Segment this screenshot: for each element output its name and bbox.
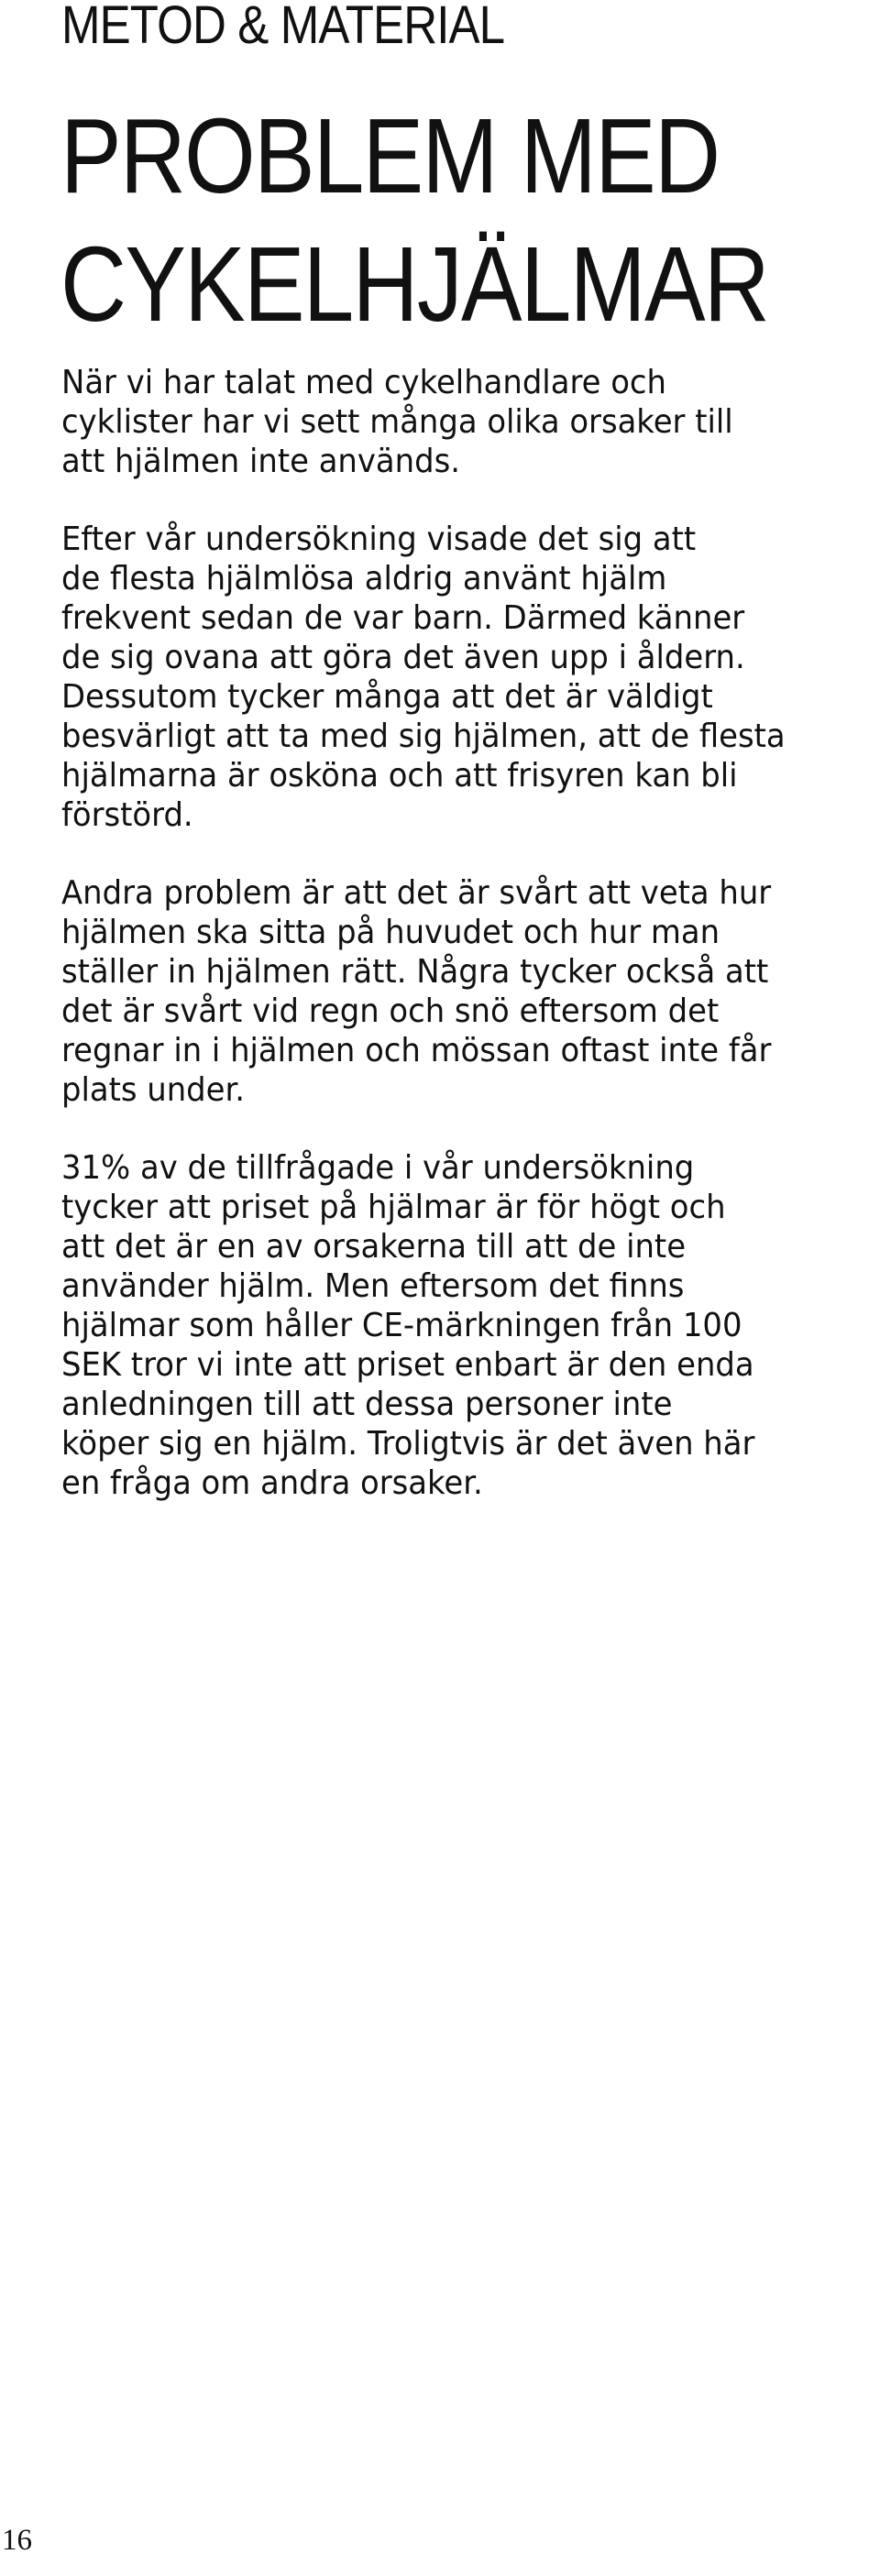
- page-title-line: CYKELHJÄLMAR: [60, 225, 769, 344]
- page-number: 16: [2, 2524, 32, 2557]
- text-line: hjälmar som håller CE-märkningen från 100: [61, 1307, 742, 1344]
- text-line: de sig ovana att göra det även upp i åldern.: [61, 639, 745, 676]
- text-line: SEK tror vi inte att priset enbart är den enda: [61, 1346, 754, 1384]
- text-line: ställer in hjälmen rätt. Några tycker också att: [61, 953, 769, 991]
- text-line: 31% av de tillfrågade i vår undersökning: [61, 1149, 695, 1187]
- text-line: Dessutom tycker många att det är väldigt: [61, 678, 713, 716]
- text-line: hjälmen ska sitta på huvudet och hur man: [61, 914, 720, 951]
- section-label: METOD & MATERIAL: [61, 0, 505, 55]
- paragraph-intro: [61, 363, 820, 481]
- text-line: anledningen till att dessa personer inte: [61, 1386, 673, 1423]
- text-line: en fråga om andra orsaker.: [61, 1464, 483, 1502]
- paragraph-survey: [61, 520, 820, 677]
- text-line: frekvent sedan de var barn. Därmed känner: [61, 599, 745, 637]
- text-line: Efter vår undersökning visade det sig att: [61, 521, 697, 558]
- text-line: besvärligt att ta med sig hjälmen, att de flesta: [61, 718, 786, 755]
- paragraph-price: [61, 1148, 820, 1503]
- text-line: köper sig en hjälm. Troligtvis är det även här: [61, 1425, 755, 1463]
- text-line: det är svårt vid regn och snö eftersom det: [61, 992, 720, 1030]
- paragraph-other-problems: [61, 873, 820, 1110]
- text-line: cyklister har vi sett många olika orsaker till: [61, 403, 733, 441]
- paragraph-inconvenience: [61, 677, 820, 835]
- text-line: När vi har talat med cykelhandlare och: [61, 364, 666, 401]
- text-line: använder hjälm. Men eftersom det finns: [61, 1267, 685, 1305]
- text-line: tycker att priset på hjälmar är för högt och: [61, 1189, 726, 1226]
- text-line: regnar in i hjälmen och mössan oftast inte får: [61, 1032, 772, 1069]
- page-title-line: PROBLEM MED: [60, 96, 720, 215]
- text-line: plats under.: [61, 1071, 246, 1109]
- text-line: förstörd.: [61, 796, 193, 834]
- text-line: att hjälmen inte används.: [61, 443, 460, 480]
- text-line: de flesta hjälmlösa aldrig använt hjälm: [61, 560, 667, 597]
- text-line: Andra problem är att det är svårt att veta hur: [61, 874, 772, 912]
- text-line: hjälmarna är osköna och att frisyren kan bli: [61, 757, 738, 795]
- body-text: [61, 363, 820, 1541]
- text-line: att det är en av orsakerna till att de inte: [61, 1228, 687, 1266]
- page-title: [60, 92, 768, 348]
